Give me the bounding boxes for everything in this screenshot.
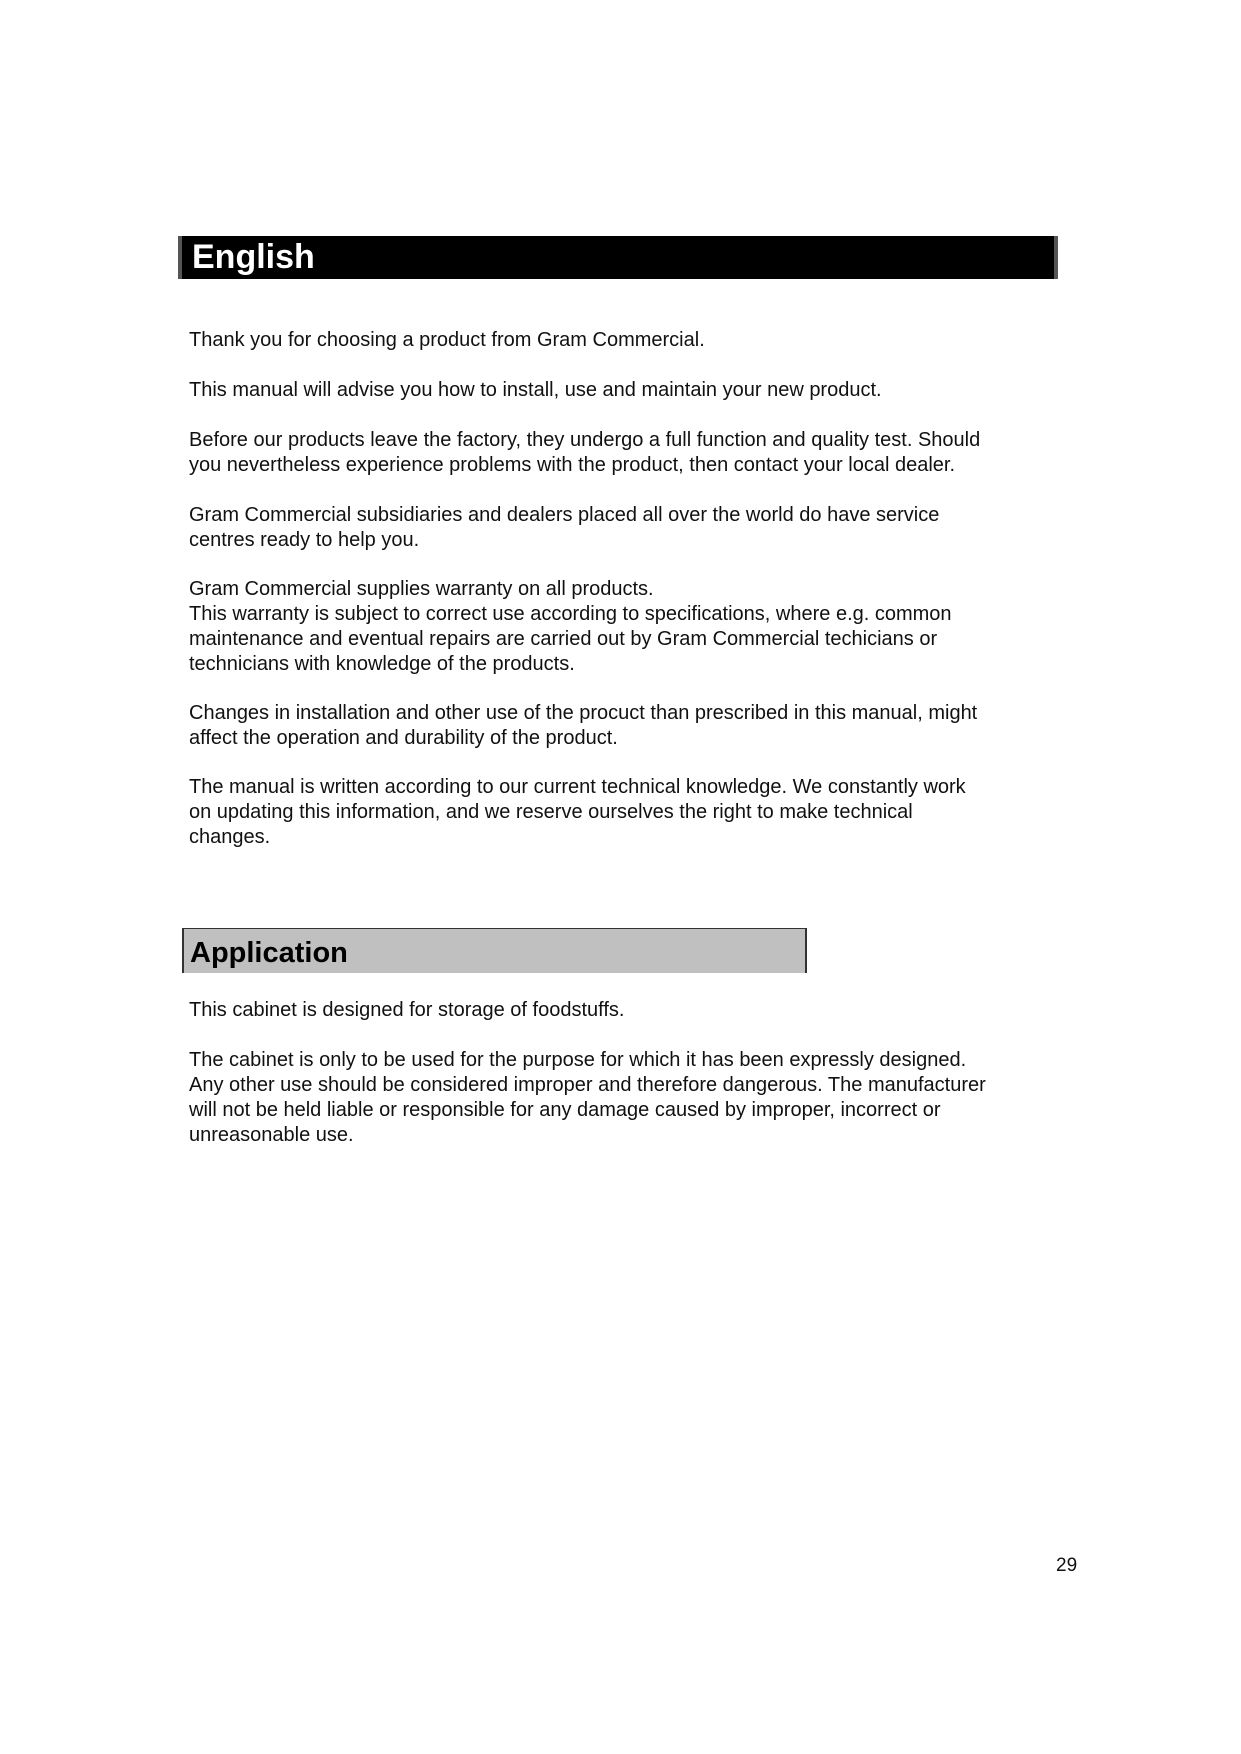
warranty-paragraph [189,577,1069,677]
changes-paragraph [189,701,1069,751]
text-line: Before our products leave the factory, they undergo a full function and quality test. Should [189,429,981,451]
text-line: unreasonable use. [189,1124,354,1146]
text-line: will not be held liable or responsible for any damage caused by improper, incorrect or [189,1099,941,1121]
application-paragraph-1 [189,998,1069,1023]
intro-paragraph-2 [189,378,1069,403]
text-line: Changes in installation and other use of the procuct than prescribed in this manual, might [189,702,978,724]
text-line: technicians with knowledge of the products. [189,653,575,675]
text-line: changes. [189,826,271,848]
language-header-bar [178,236,1058,279]
intro-paragraph-4 [189,503,1069,553]
application-heading: Application [190,937,348,969]
intro-paragraph-1 [189,328,1069,353]
text-line: Thank you for choosing a product from Gram Commercial. [189,329,705,351]
text-line: Gram Commercial supplies warranty on all products. [189,578,654,600]
text-line: Any other use should be considered improper and therefore dangerous. The manufacturer [189,1074,986,1096]
language-heading: English [192,238,315,276]
application-section-bar [182,928,807,973]
text-line: affect the operation and durability of the product. [189,727,618,749]
text-line: This warranty is subject to correct use according to specifications, where e.g. common [189,603,952,625]
page-number: 29 [1056,1555,1078,1576]
intro-paragraph-3 [189,428,1069,478]
text-line: The manual is written according to our current technical knowledge. We constantly work [189,776,966,798]
text-line: centres ready to help you. [189,529,420,551]
text-line: The cabinet is only to be used for the purpose for which it has been expressly designed. [189,1049,967,1071]
text-line: This manual will advise you how to install, use and maintain your new product. [189,379,882,401]
text-line: on updating this information, and we reserve ourselves the right to make technical [189,801,913,823]
text-line: maintenance and eventual repairs are carried out by Gram Commercial techicians or [189,628,938,650]
text-line: you nevertheless experience problems with the product, then contact your local dealer. [189,454,955,476]
technical-knowledge-paragraph [189,775,1069,850]
text-line: Gram Commercial subsidiaries and dealers placed all over the world do have service [189,504,940,526]
application-paragraph-2 [189,1048,1069,1148]
text-line: This cabinet is designed for storage of foodstuffs. [189,999,625,1021]
